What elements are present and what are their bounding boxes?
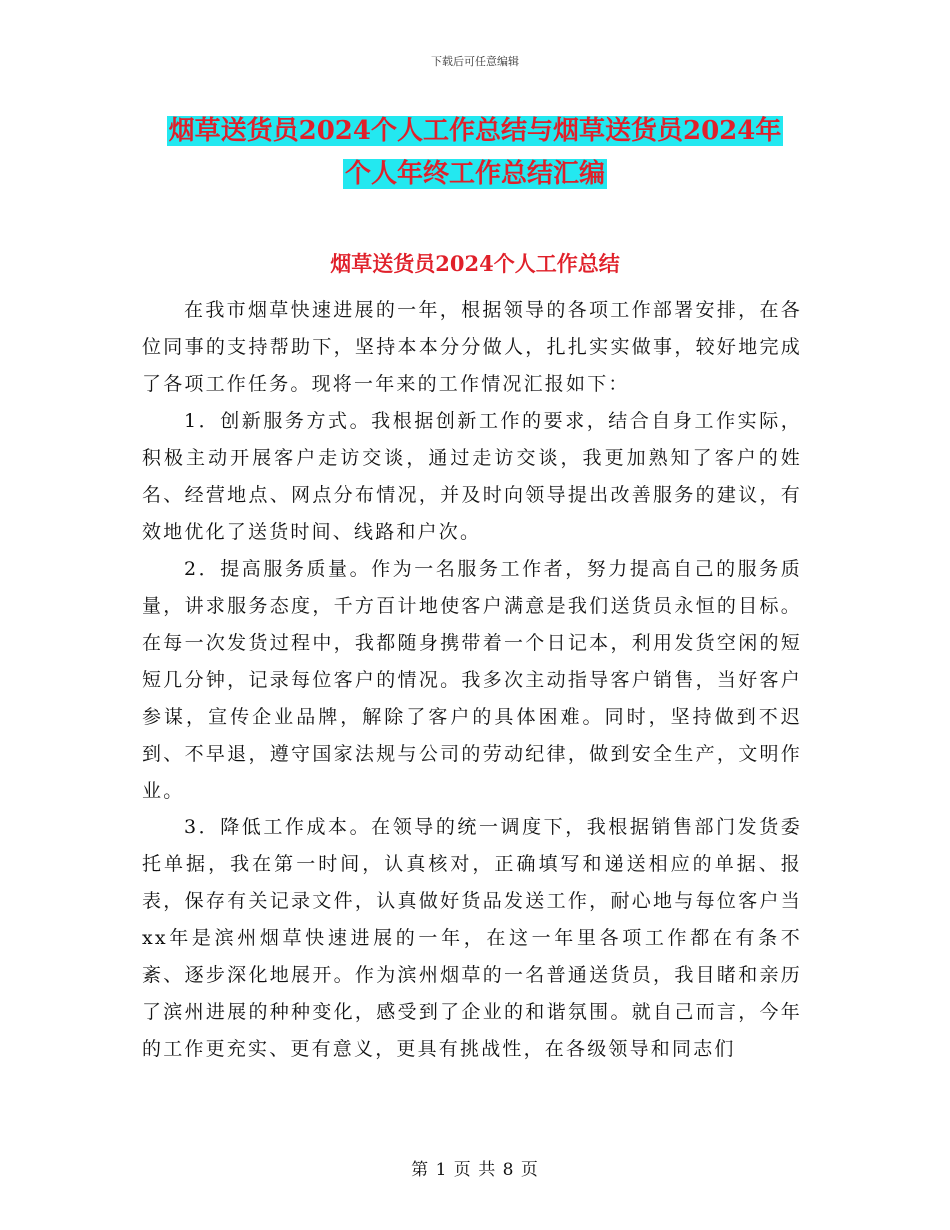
page-number-footer: 第 1 页 共 8 页: [411, 1160, 539, 1180]
body-paragraph-intro: 在我市烟草快速进展的一年，根据领导的各项工作部署安排，在各位同事的支持帮助下，坚持本本分分做人，扎扎实实做事，较好地完成了各项工作任务。现将一年来的工作情况汇报如下：: [142, 299, 802, 395]
body-paragraph-1: 1．创新服务方式。我根据创新工作的要求，结合自身工作实际，积极主动开展客户走访交谈，通过走访交谈，我更加熟知了客户的姓名、经营地点、网点分布情况，并及时向领导提出改善服务的建议，有效地优化了送货时间、线路和户次。: [142, 410, 802, 543]
body-paragraph-2: 2．提高服务质量。作为一名服务工作者，努力提高自己的服务质量，讲求服务态度，千方百计地使客户满意是我们送货员永恒的目标。在每一次发货过程中，我都随身携带着一个日记本，利用发货空闲的短短几分钟，记录每位客户的情况。我多次主动指导客户销售，当好客户参谋，宣传企业品牌，解除了客户的具体困难。同时，坚持做到不迟到、不早退，遵守国家法规与公司的劳动纪律，做到安全生产，文明作业。: [142, 558, 802, 802]
document-title-line-1: [140, 110, 810, 147]
document-title-line-1-text: 烟草送货员2024个人工作总结与烟草送货员2024年: [168, 116, 782, 146]
document-title-line-2: [140, 153, 810, 190]
body-paragraph-3: 3．降低工作成本。在领导的统一调度下，我根据销售部门发货委托单据，我在第一时间，认真核对，正确填写和递送相应的单据、报表，保存有关记录文件，认真做好货品发送工作，耐心地与每位客户当 xx年是滨州烟草快速进展的一年，在这一年里各项工作都在有条不紊、逐步深化地展开。作为滨州烟草的一名普通送货员，我目睹和亲历了滨州进展的种种变化，感受到了企业的和谐氛围。就自己而言，今年的工作更充实、更有意义，更具有挑战性，在各级领导和同志们: [142, 816, 802, 1060]
document-title-line-2-text: 个人年终工作总结汇编: [344, 159, 605, 189]
header-note: 下载后可任意编辑: [431, 55, 519, 68]
section-title: 烟草送货员2024个人工作总结: [330, 251, 620, 276]
